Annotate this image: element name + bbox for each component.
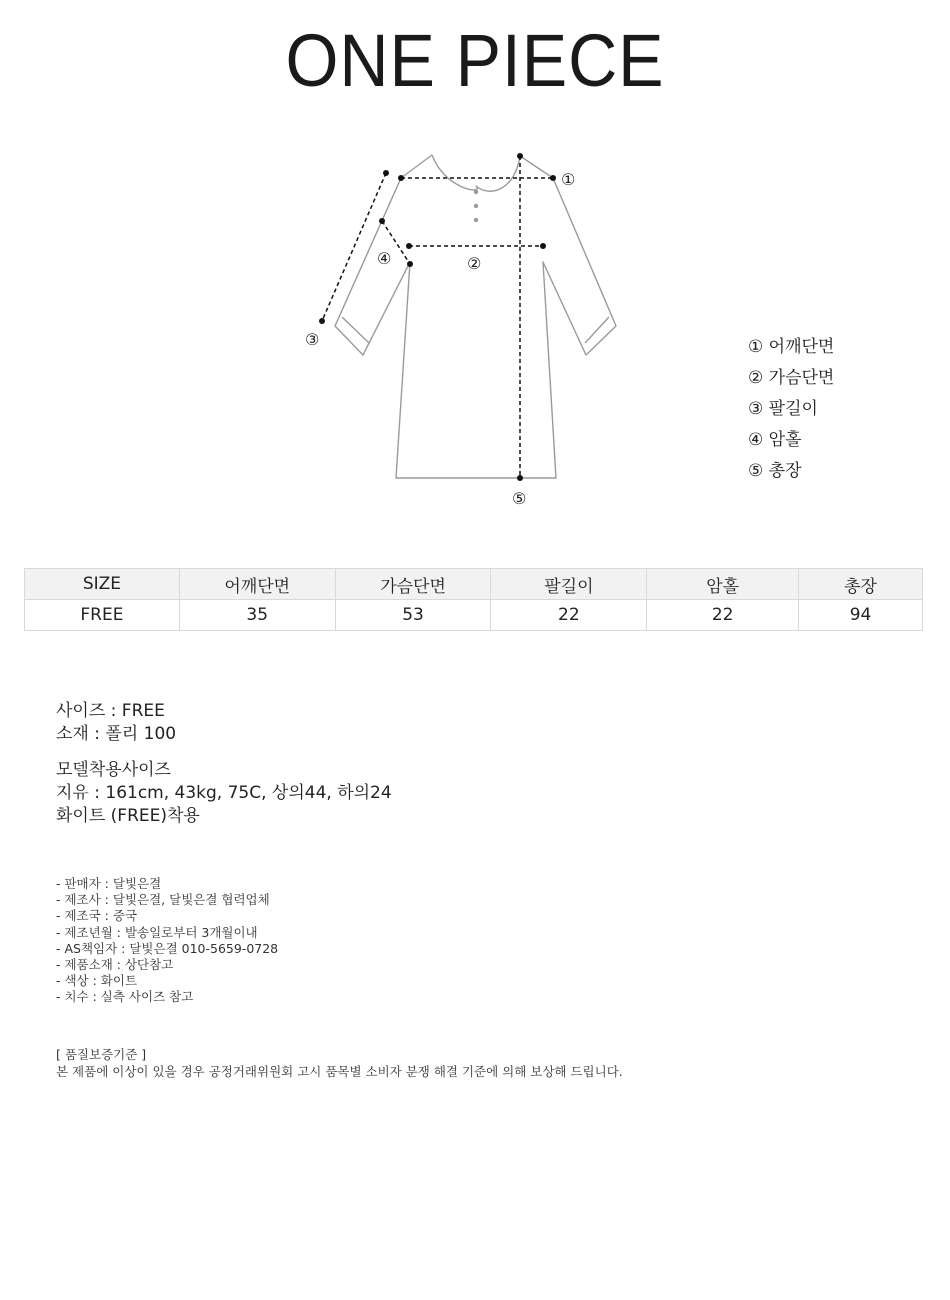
table-cell: 53 xyxy=(335,600,491,631)
legend-item: ⑤ 총장 xyxy=(748,461,802,481)
list-item: - 제조사 : 달빛은결, 달빛은결 협력업체 xyxy=(56,892,270,908)
table-cell: 94 xyxy=(799,600,923,631)
legend-item: ④ 암홀 xyxy=(748,430,802,450)
list-item: - 치수 : 실측 사이즈 참고 xyxy=(56,989,194,1005)
size-info: 사이즈 : FREE xyxy=(56,701,165,721)
legend-item: ① 어깨단면 xyxy=(748,337,835,357)
table-cell: 35 xyxy=(179,600,335,631)
list-item: - 제품소재 : 상단참고 xyxy=(56,957,174,973)
marker-4: ④ xyxy=(377,249,392,268)
product-info xyxy=(56,700,176,746)
column-header: 어깨단면 xyxy=(179,569,335,600)
table-row xyxy=(25,600,923,631)
quality-guarantee xyxy=(56,1046,623,1080)
measure-lines xyxy=(322,156,553,478)
column-header: SIZE xyxy=(25,569,180,600)
list-item: - 제조국 : 중국 xyxy=(56,908,138,924)
marker-3: ③ xyxy=(305,330,320,349)
size-table xyxy=(24,568,923,631)
marker-2: ② xyxy=(467,254,482,273)
model-specs: 지유 : 161cm, 43kg, 75C, 상의44, 하의24 xyxy=(56,783,392,803)
marker-1: ① xyxy=(561,170,576,189)
product-details-list xyxy=(56,876,278,1006)
page-title: ONE PIECE xyxy=(285,19,665,102)
dress-outline xyxy=(335,155,616,478)
column-header: 암홀 xyxy=(647,569,799,600)
table-cell: FREE xyxy=(25,600,180,631)
model-info xyxy=(56,759,392,828)
garment-measurement-diagram xyxy=(290,140,640,520)
list-item: - 제조년월 : 발송일로부터 3개월이내 xyxy=(56,924,258,940)
quality-heading: [ 품질보증기준 ] xyxy=(56,1047,147,1062)
column-header: 총장 xyxy=(799,569,923,600)
list-item: - 판매자 : 달빛은결 xyxy=(56,876,162,891)
list-item: - 색상 : 화이트 xyxy=(56,973,138,989)
list-item: - AS책임자 : 달빛은결 010-5659-0728 xyxy=(56,940,279,956)
table-cell: 22 xyxy=(647,600,799,631)
column-header: 팔길이 xyxy=(491,569,647,600)
buttons xyxy=(474,190,478,222)
quality-text: 본 제품에 이상이 있을 경우 공정거래위원회 고시 품목별 소비자 분쟁 해결 기준에 의해 보상해 드립니다. xyxy=(56,1064,623,1079)
table-header-row xyxy=(25,569,923,600)
material-info: 소재 : 폴리 100 xyxy=(56,724,177,744)
table-cell: 22 xyxy=(491,600,647,631)
legend-item: ③ 팔길이 xyxy=(748,399,818,419)
column-header: 가슴단면 xyxy=(335,569,491,600)
measurement-legend xyxy=(748,332,834,487)
model-info-heading: 모델착용사이즈 xyxy=(56,760,171,780)
model-wearing: 화이트 (FREE)착용 xyxy=(56,806,200,826)
legend-item: ② 가슴단면 xyxy=(748,368,835,388)
marker-5: ⑤ xyxy=(512,489,527,508)
